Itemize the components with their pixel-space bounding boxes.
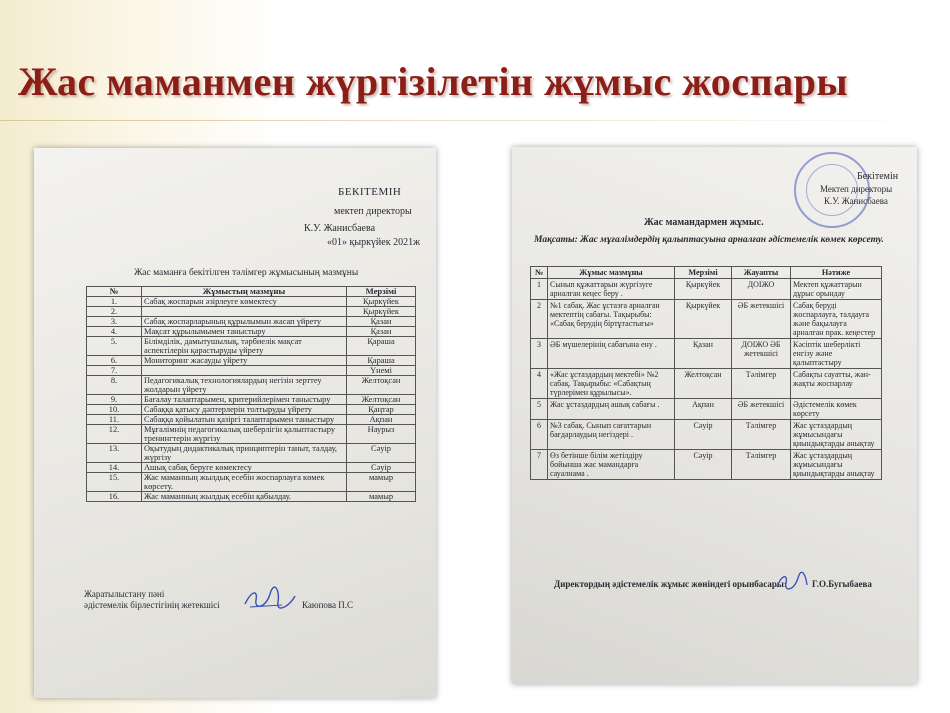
row-responsible: Тәлімгер xyxy=(732,450,791,480)
table-row xyxy=(87,492,416,502)
table-row xyxy=(87,317,416,327)
row-result: Сабақ беруді жоспарлауға, талдауға және бақылауға арналған прак. кеңестер xyxy=(791,300,882,339)
row-work: Сабақ жоспарын әзірлеуге көмектесу xyxy=(142,297,347,307)
row-responsible: ӘБ жетекшісі xyxy=(732,300,791,339)
row-number: 7. xyxy=(87,366,142,376)
row-work: №1 сабақ. Жас ұстазға арналған мектептің сабағы. Тақырыбы: «Сабақ берудің біртұтастығы» xyxy=(548,300,675,339)
row-work: ӘБ мүшелерінің сабағына ену . xyxy=(548,339,675,369)
row-date: Қазан xyxy=(347,327,416,337)
table-row xyxy=(531,420,882,450)
table-row xyxy=(87,307,416,317)
table-header-row xyxy=(87,287,416,297)
table-row xyxy=(87,356,416,366)
signature-icon xyxy=(242,586,298,612)
row-date: Желтоқсан xyxy=(675,369,732,399)
approval-name: К.У. Жанисбаева xyxy=(304,223,376,234)
left-document-photo xyxy=(34,148,436,698)
approval-heading: Бекітемін xyxy=(857,171,899,182)
row-responsible: ДОІЖО ӘБ жетекшісі xyxy=(732,339,791,369)
table-row xyxy=(87,444,416,463)
column-header: Жұмыстың мазмұны xyxy=(142,287,347,297)
row-date: Қыркүйек xyxy=(347,307,416,317)
approval-role: мектеп директоры xyxy=(334,206,412,217)
table-row xyxy=(87,415,416,425)
row-number: 15. xyxy=(87,473,142,492)
row-date: Қыркүйек xyxy=(347,297,416,307)
row-date: мамыр xyxy=(347,492,416,502)
row-date: Қараша xyxy=(347,356,416,366)
column-header: № xyxy=(87,287,142,297)
row-result: Жас ұстаздардың жұмысындағы қиындықтарды анықтау xyxy=(791,420,882,450)
row-work: Өз бетінше білім жетілдіру бойынша жас мамандарға сауалнама . xyxy=(548,450,675,480)
row-date: Сәуір xyxy=(675,420,732,450)
row-number: 16. xyxy=(87,492,142,502)
document-goal: Мақсаты: Жас мұғалімдердің қалыптасуына арналған әдістемелік көмек көрсету. xyxy=(534,235,884,245)
row-work: Бағалау талаптарымен, критерийлерімен таныстыру xyxy=(142,395,347,405)
row-date: Қазан xyxy=(347,317,416,327)
column-header: Мерзімі xyxy=(675,267,732,279)
row-work: Жас маманның жылдық есебін қабылдау. xyxy=(142,492,347,502)
row-number: 13. xyxy=(87,444,142,463)
row-work: Сабаққа қойылатын қазіргі талаптарымен таныстыру xyxy=(142,415,347,425)
row-date: Ақпан xyxy=(347,415,416,425)
column-header: Жұмыс мазмұны xyxy=(548,267,675,279)
row-date: Қаңтар xyxy=(347,405,416,415)
row-work: Мұғалімнің педагогикалық шеберлігін қалыптастыру тренингтерін жүргізу xyxy=(142,425,347,444)
row-result: Жас ұстаздардың жұмысындағы қиындықтарды анықтау xyxy=(791,450,882,480)
mentor-plan-table xyxy=(86,286,416,502)
row-date: Сәуір xyxy=(347,463,416,473)
footer-role: Директордың әдістемелік жұмыс жөніндегі орынбасары: xyxy=(554,579,787,589)
table-row xyxy=(531,369,882,399)
row-responsible: ДОІЖО xyxy=(732,279,791,300)
row-number: 2. xyxy=(87,307,142,317)
column-header: Нәтиже xyxy=(791,267,882,279)
column-header: Жауапты xyxy=(732,267,791,279)
row-work xyxy=(142,366,347,376)
approval-name: К.У. Жанисбаева xyxy=(824,196,888,206)
row-date: Қыркүйек xyxy=(675,300,732,339)
row-number: 6. xyxy=(87,356,142,366)
row-date: Наурыз xyxy=(347,425,416,444)
row-responsible: ӘБ жетекшісі xyxy=(732,399,791,420)
document-title: Жас мамандармен жұмыс. xyxy=(644,217,764,228)
table-row xyxy=(87,405,416,415)
table-header-row xyxy=(531,267,882,279)
row-date: Желтоқсан xyxy=(347,376,416,395)
row-work: Жас маманның жылдық есебін жоспарлауға көмек көрсету. xyxy=(142,473,347,492)
row-work: Оқытудың дидактикалық принциптерін таныт, талдау, жүргізу xyxy=(142,444,347,463)
row-work: Сынып құжаттарын жүргізуге арналған кеңес беру . xyxy=(548,279,675,300)
row-responsible: Тәлімгер xyxy=(732,420,791,450)
row-work: «Жас ұстаздардың мектебі» №2 сабақ. Тақырыбы: «Сабақтың түрлерімен құрылысы». xyxy=(548,369,675,399)
table-row xyxy=(87,395,416,405)
row-date: Сәуір xyxy=(675,450,732,480)
table-row xyxy=(531,399,882,420)
row-work: Педагогикалық технологиялардың негізін зерттеу жолдарын үйрету xyxy=(142,376,347,395)
row-number: 5 xyxy=(531,399,548,420)
row-work: Сабақ жоспарларының құрылымын жасап үйрету xyxy=(142,317,347,327)
slide-title: Жас маманмен жүргізілетін жұмыс жоспары xyxy=(18,59,849,104)
table-row xyxy=(87,425,416,444)
right-document-photo xyxy=(512,147,917,684)
row-date: Қыркүйек xyxy=(675,279,732,300)
row-result: Әдістемелік көмек көрсету xyxy=(791,399,882,420)
footer-line: Жаратылыстану пәні xyxy=(84,589,165,599)
row-work: Мақсат құрылымымен таныстыру xyxy=(142,327,347,337)
table-row xyxy=(87,337,416,356)
row-work: №3 сабақ. Сынып сағаттарын бағдарлаудың негіздері . xyxy=(548,420,675,450)
row-number: 1. xyxy=(87,297,142,307)
row-number: 1 xyxy=(531,279,548,300)
row-work: Жас ұстаздардың ашық сабағы . xyxy=(548,399,675,420)
table-row xyxy=(531,300,882,339)
table-row xyxy=(87,473,416,492)
row-work: Ашық сабақ беруге көмектесу xyxy=(142,463,347,473)
table-row xyxy=(87,297,416,307)
row-result: Кәсіптік шеберлікті енгізу және қалыптастыру xyxy=(791,339,882,369)
row-number: 3 xyxy=(531,339,548,369)
row-number: 9. xyxy=(87,395,142,405)
row-number: 4 xyxy=(531,369,548,399)
row-work: Білімділік, дамытушылық, тәрбиелік мақсат аспектілерін қарастыруды үйрету xyxy=(142,337,347,356)
table-row xyxy=(531,339,882,369)
row-result: Сабақты сауатты, жан-жақты жоспарлау xyxy=(791,369,882,399)
row-date: Ақпан xyxy=(675,399,732,420)
footer-line: әдістемелік бірлестігінің жетекшісі xyxy=(84,600,220,610)
title-divider xyxy=(0,120,950,121)
row-date: Қараша xyxy=(347,337,416,356)
row-number: 5. xyxy=(87,337,142,356)
row-number: 10. xyxy=(87,405,142,415)
table-row xyxy=(531,450,882,480)
footer-name: Каюпова П.С xyxy=(302,600,354,610)
row-number: 3. xyxy=(87,317,142,327)
row-number: 6 xyxy=(531,420,548,450)
table-row xyxy=(87,376,416,395)
row-number: 8. xyxy=(87,376,142,395)
table-row xyxy=(87,366,416,376)
row-number: 14. xyxy=(87,463,142,473)
row-number: 7 xyxy=(531,450,548,480)
row-number: 2 xyxy=(531,300,548,339)
document-title: Жас маманға бекітілген тәлімгер жұмысының мазмұны xyxy=(134,268,359,278)
row-number: 11. xyxy=(87,415,142,425)
table-row xyxy=(87,463,416,473)
row-date: мамыр xyxy=(347,473,416,492)
row-date: Қазан xyxy=(675,339,732,369)
column-header: Мерзімі xyxy=(347,287,416,297)
row-date: Желтоқсан xyxy=(347,395,416,405)
approval-date: «01» қыркүйек 2021ж xyxy=(327,237,420,248)
approval-role: Мектеп директоры xyxy=(820,184,893,194)
footer-name: Г.О.Бугыбаева xyxy=(812,579,872,589)
table-row xyxy=(531,279,882,300)
signature-icon xyxy=(774,571,810,593)
row-work: Сабаққа қатысу дәптерлерін толтыруды үйрету xyxy=(142,405,347,415)
column-header: № xyxy=(531,267,548,279)
row-number: 4. xyxy=(87,327,142,337)
young-teacher-plan-table xyxy=(530,266,882,480)
row-date: Үнемі xyxy=(347,366,416,376)
row-date: Сәуір xyxy=(347,444,416,463)
table-row xyxy=(87,327,416,337)
row-number: 12. xyxy=(87,425,142,444)
row-work: Мониторинг жасауды үйрету xyxy=(142,356,347,366)
approval-heading: БЕКІТЕМІН xyxy=(338,186,402,198)
row-responsible: Тәлімгер xyxy=(732,369,791,399)
row-work xyxy=(142,307,347,317)
row-result: Мектеп құжаттарын дұрыс орындау xyxy=(791,279,882,300)
